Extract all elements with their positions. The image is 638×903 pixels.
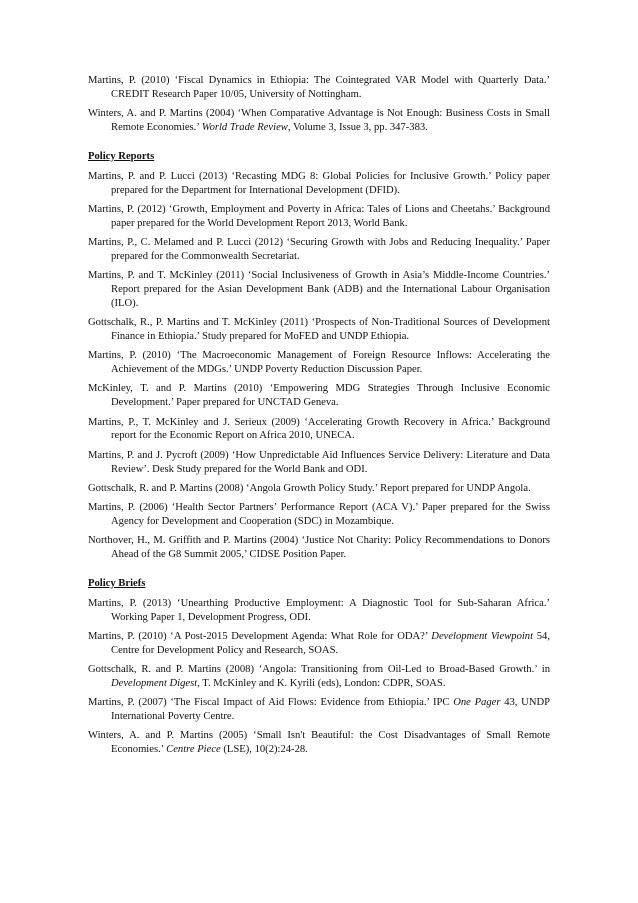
- reference-text: Martins, P. and J. Pycroft (2009) ‘How Unpredictable Aid Influences Service Delivery: Literature and Data Review’. Desk Study prepared for the World Bank and ODI.: [88, 449, 550, 475]
- reference-text: Martins, P. (2006) ‘Health Sector Partners’ Performance Report (ACA V).’ Paper prepared for the Swiss Agency for Development and Cooperation (SDC) in Mozambique.: [88, 501, 550, 527]
- publication-title: One Pager: [453, 697, 501, 709]
- reference-text: McKinley, T. and P. Martins (2010) ‘Empowering MDG Strategies Through Inclusive Economic Development.’ Paper prepared for UNCTAD Geneva.: [88, 383, 550, 409]
- reference-entry: [88, 236, 550, 264]
- reference-entry: [88, 482, 550, 496]
- publication-title: Development Digest: [111, 677, 198, 689]
- reference-text: Martins, P. (2010) ‘The Macroeconomic Management of Foreign Resource Inflows: Accelerating the Achievement of the MDGs.’ UNDP Poverty Reduction Discussion Paper.: [88, 350, 550, 376]
- publication-title: World Trade Review: [201, 122, 288, 134]
- reference-text: Northover, H., M. Griffith and P. Martins (2004) ‘Justice Not Charity: Policy Recommendations to Donors Ahead of the G8 Summit 2005,’ CIDSE Position Paper.: [88, 535, 550, 560]
- reference-entry: [88, 449, 550, 477]
- reference-details: , Volume 3, Issue 3, pp. 347-383.: [287, 122, 428, 134]
- reference-entry: [88, 597, 550, 625]
- reference-entry: [88, 170, 550, 198]
- reference-text: Martins, P., T. McKinley and J. Serieux (2009) ‘Accelerating Growth Recovery in Africa.’ Background report for the Economic Report on Africa 2010, UNECA.: [88, 416, 550, 442]
- reference-entry: [88, 74, 550, 102]
- reference-text: Martins, P. (2013) ‘Unearthing Productive Employment: A Diagnostic Tool for Sub-Saharan Africa.’ Working Paper 1, Development Progress, ODI.: [88, 597, 550, 623]
- reference-entry: [88, 534, 550, 562]
- reference-entry: [88, 316, 550, 344]
- reference-text: Martins, P. (2010) ‘Fiscal Dynamics in Ethiopia: The Cointegrated VAR Model with Quarterly Data.’ CREDIT Research Paper 10/05, University of Nottingham.: [88, 75, 550, 100]
- reference-entry: [88, 630, 550, 658]
- reference-entry: [88, 269, 550, 311]
- reference-text: Winters, A. and P. Martins (2004) ‘When Comparative Advantage is Not Enough: Business Costs in Small Remote Economies.’: [88, 108, 550, 134]
- publication-title: Centre Piece: [166, 744, 221, 756]
- publication-title: Development Viewpoint: [431, 630, 534, 642]
- bibliography-section: [88, 577, 550, 757]
- section-heading: Policy Briefs: [88, 577, 146, 589]
- reference-details: , T. McKinley and K. Kyrili (eds), London: CDPR, SOAS.: [197, 677, 446, 689]
- bibliography-section: [88, 150, 550, 562]
- reference-details: 43, UNDP International Poverty Centre.: [111, 697, 551, 722]
- reference-entry: [88, 382, 550, 410]
- reference-entry: [88, 696, 550, 724]
- reference-text: Martins, P. (2010) ‘A Post-2015 Development Agenda: What Role for ODA?’: [88, 630, 432, 642]
- reference-text: Martins, P. and P. Lucci (2013) ‘Recasting MDG 8: Global Policies for Inclusive Growth.’ Policy paper prepared for the Department for International Development (DFID).: [88, 170, 550, 196]
- section-heading: Policy Reports: [88, 150, 155, 162]
- reference-entry: [88, 203, 550, 231]
- reference-text: Gottschalk, R., P. Martins and T. McKinley (2011) ‘Prospects of Non-Traditional Sources of Development Finance in Ethiopia.’ Study prepared for MoFED and UNDP Ethiopia.: [88, 317, 550, 343]
- reference-text: Martins, P. and T. McKinley (2011) ‘Social Inclusiveness of Growth in Asia’s Middle-Income Countries.’ Report prepared for the Asian Development Bank (ADB) and the International Labour Organisation (ILO).: [88, 270, 550, 309]
- bibliography-section: [88, 74, 550, 135]
- reference-details: (LSE), 10(2):24-28.: [220, 744, 308, 756]
- reference-text: Martins, P., C. Melamed and P. Lucci (2012) ‘Securing Growth with Jobs and Reducing Inequality.’ Paper prepared for the Commonwealth Secretariat.: [88, 237, 550, 262]
- reference-text: Gottschalk, R. and P. Martins (2008) ‘Angola: Transitioning from Oil-Led to Broad-Based Growth.’ in: [88, 663, 550, 675]
- reference-entry: [88, 729, 550, 757]
- reference-entry: [88, 501, 550, 529]
- reference-details: 54, Centre for Development Policy and Research, SOAS.: [111, 630, 550, 656]
- document-page: [88, 74, 550, 762]
- reference-text: Martins, P. (2012) ‘Growth, Employment and Poverty in Africa: Tales of Lions and Cheetahs.’ Background paper prepared for the World Development Report 2013, World Bank.: [88, 203, 550, 229]
- reference-entry: [88, 107, 550, 135]
- reference-text: Winters, A. and P. Martins (2005) ‘Small Isn't Beautiful: the Cost Disadvantages of Small Remote Economies.’: [88, 730, 550, 756]
- reference-entry: [88, 416, 550, 444]
- reference-entry: [88, 663, 550, 691]
- reference-entry: [88, 349, 550, 377]
- reference-text: Martins, P. (2007) ‘The Fiscal Impact of Aid Flows: Evidence from Ethiopia.’ IPC: [88, 697, 454, 709]
- reference-text: Gottschalk, R. and P. Martins (2008) ‘Angola Growth Policy Study.’ Report prepared for UNDP Angola.: [88, 482, 531, 494]
